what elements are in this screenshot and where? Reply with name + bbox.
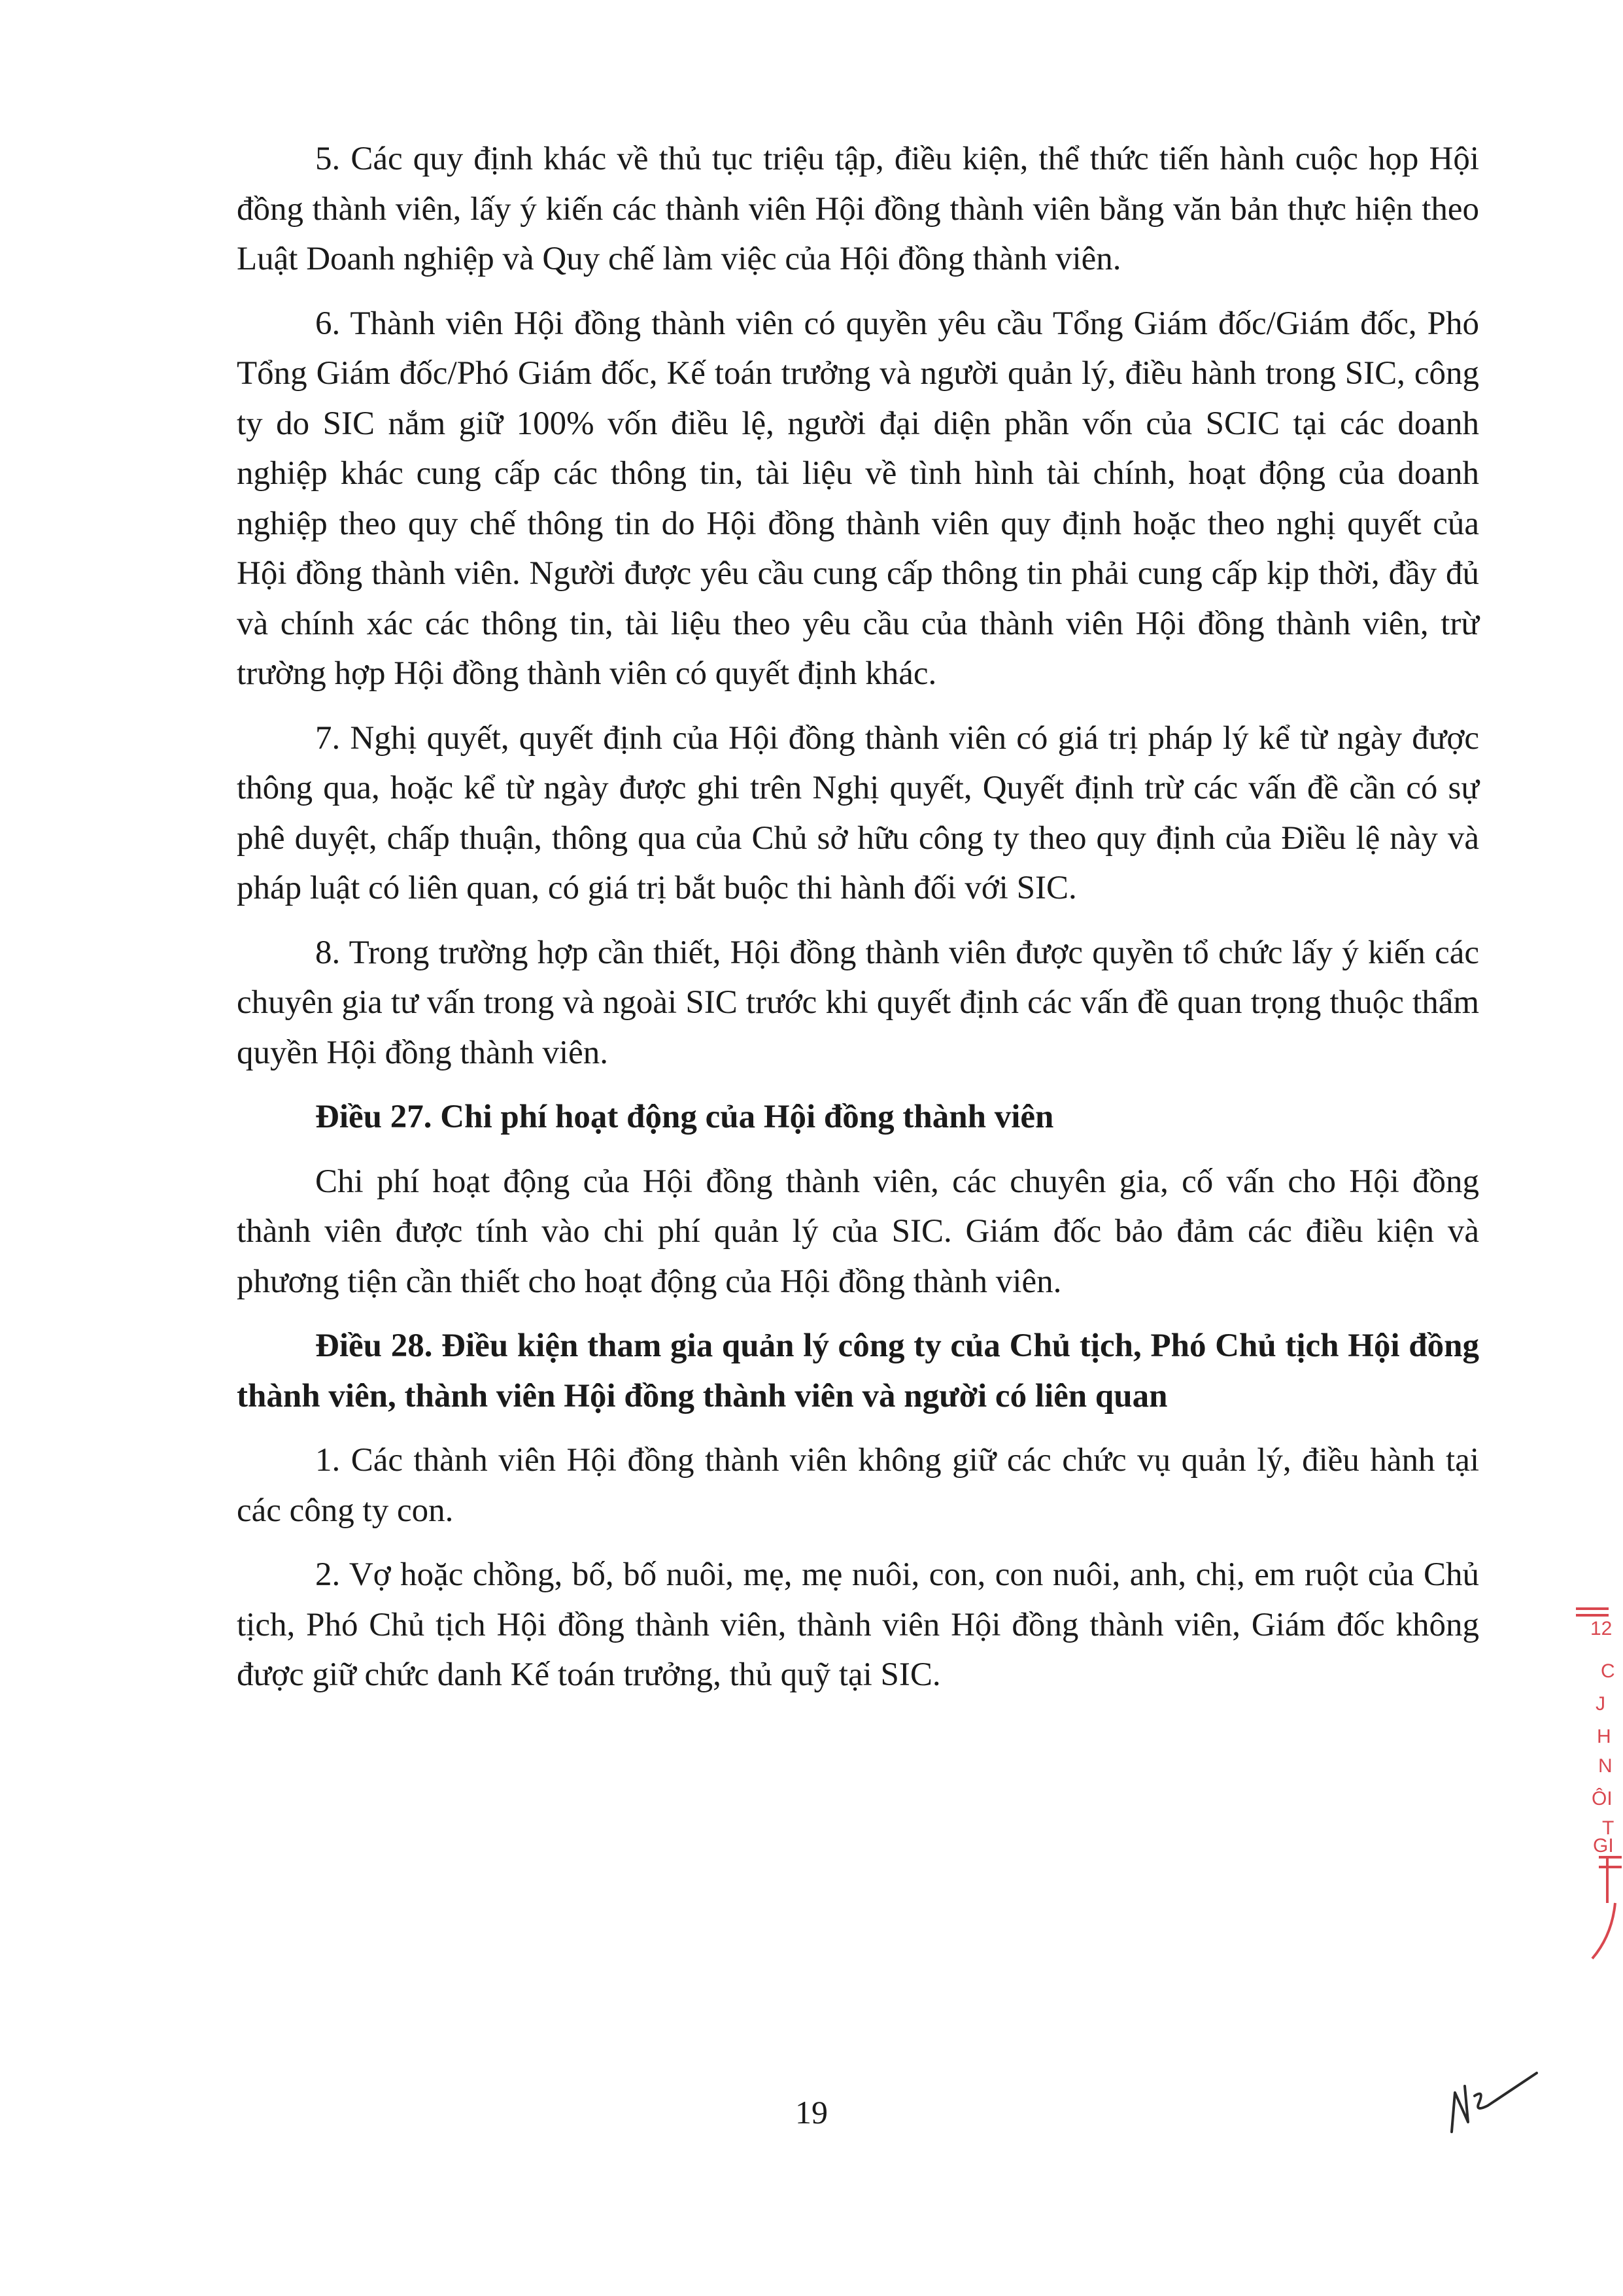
clause-8: 8. Trong trường hợp cần thiết, Hội đồng thành viên được quyền tổ chức lấy ý kiến các chuyên gia tư vấn trong và ngoài SIC trước khi quyết định các vấn đề quan trọng thuộc thẩm quyền Hội đồng thành viên. bbox=[237, 934, 1479, 1071]
article-28-clause-1: 1. Các thành viên Hội đồng thành viên không giữ các chức vụ quản lý, điều hành tại các công ty con. bbox=[237, 1442, 1479, 1529]
stamp-fragment: 12 bbox=[1590, 1618, 1613, 1639]
article-27-body: Chi phí hoạt động của Hội đồng thành viên, các chuyên gia, cố vấn cho Hội đồng thành viên được tính vào chi phí quản lý của SIC. Giám đốc bảo đảm các điều kiện và phương tiện cần thiết cho hoạt động của Hội đồng thành viên. bbox=[237, 1163, 1479, 1300]
page-number: 19 bbox=[795, 2094, 828, 2131]
stamp-fragment: C bbox=[1601, 1660, 1615, 1682]
stamp-fragment: GI bbox=[1593, 1835, 1614, 1857]
stamp-fragment: N bbox=[1598, 1755, 1613, 1777]
stamp-fragment: H bbox=[1597, 1726, 1611, 1747]
stamp-fragment: ÔI bbox=[1592, 1788, 1613, 1809]
article-28-heading: Điều 28. Điều kiện tham gia quản lý công ty của Chủ tịch, Phó Chủ tịch Hội đồng thành viên, thành viên Hội đồng thành viên và người có liên quan bbox=[237, 1328, 1479, 1414]
clause-7: 7. Nghị quyết, quyết định của Hội đồng thành viên có giá trị pháp lý kể từ ngày được thông qua, hoặc kể từ ngày được ghi trên Nghị quyết, Quyết định trừ các vấn đề cần có sự phê duyệt, chấp thuận, thông qua của Chủ sở hữu công ty theo quy định của Điều lệ này và pháp luật có liên quan, có giá trị bắt buộc thi hành đối với SIC. bbox=[237, 719, 1479, 906]
document-body bbox=[237, 134, 1479, 1715]
clause-5: 5. Các quy định khác về thủ tục triệu tập, điều kiện, thể thức tiến hành cuộc họp Hội đồng thành viên, lấy ý kiến các thành viên Hội đồng thành viên bằng văn bản thực hiện theo Luật Doanh nghiệp và Quy chế làm việc của Hội đồng thành viên. bbox=[237, 141, 1479, 277]
clause-6: 6. Thành viên Hội đồng thành viên có quyền yêu cầu Tổng Giám đốc/Giám đốc, Phó Tổng Giám đốc/Phó Giám đốc, Kế toán trưởng và người quản lý, điều hành trong SIC, công ty do SIC nắm giữ 100% vốn điều lệ, người đại diện phần vốn của SCIC tại các doanh nghiệp khác cung cấp các thông tin, tài liệu về tình hình tài chính, hoạt động của doanh nghiệp theo quy chế thông tin do Hội đồng thành viên quy định hoặc theo nghị quyết của Hội đồng thành viên. Người được yêu cầu cung cấp thông tin phải cung cấp kịp thời, đầy đủ và chính xác các thông tin, tài liệu theo yêu cầu của thành viên Hội đồng thành viên, trừ trường hợp Hội đồng thành viên có quyết định khác. bbox=[237, 305, 1479, 692]
article-27-heading: Điều 27. Chi phí hoạt động của Hội đồng thành viên bbox=[315, 1099, 1054, 1135]
stamp-fragment: J bbox=[1596, 1693, 1605, 1715]
stamp-fragment: T bbox=[1602, 1817, 1614, 1839]
red-stamp-edge bbox=[1556, 1596, 1623, 1962]
stamp-graphic bbox=[1556, 1596, 1623, 1962]
article-28-clause-2: 2. Vợ hoặc chồng, bố, bố nuôi, mẹ, mẹ nuôi, con, con nuôi, anh, chị, em ruột của Chủ tịch, Phó Chủ tịch Hội đồng thành viên, thành viên Hội đồng thành viên, Giám đốc không được giữ chức danh Kế toán trưởng, thủ quỹ tại SIC. bbox=[237, 1556, 1479, 1693]
